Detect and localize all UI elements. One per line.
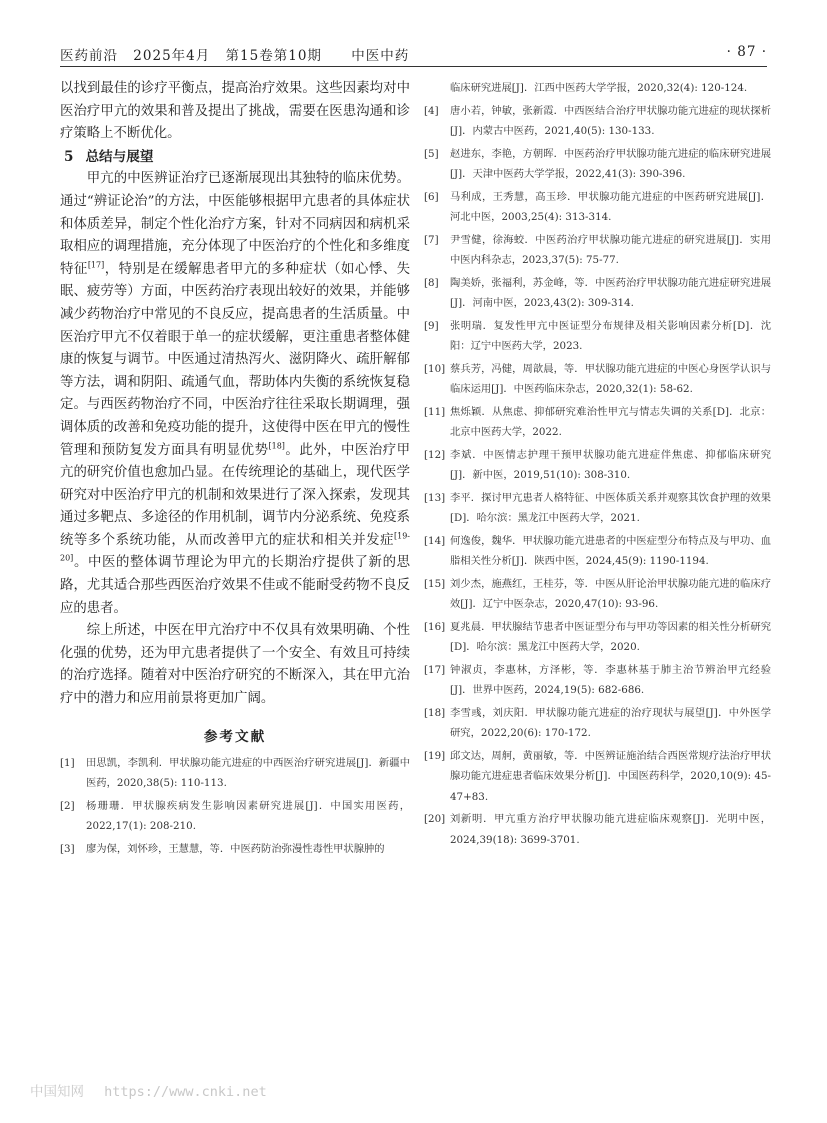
reference-text: 赵进东，李艳，方朝晖．中医药治疗甲状腺功能亢进症的临床研究进展[J]．天津中医药大学学报，2022,41(3): 390-396. [450, 147, 771, 180]
section-title: 总结与展望 [85, 148, 154, 165]
reference-index: [9] [424, 319, 439, 332]
reference-text: 李斌．中医情志护理干预甲状腺功能亢进症伴焦虑、抑郁临床研究[J]．新中医，2019,51(10): 308-310. [450, 448, 771, 481]
citation: [18] [268, 441, 285, 451]
reference-item [424, 273, 771, 314]
citation: [17] [87, 260, 105, 270]
watermark-footer [30, 1080, 279, 1100]
reference-index: [4] [424, 104, 439, 117]
reference-index: [3] [60, 842, 75, 855]
summary-text-b: ，特别是在缓解患者甲亢的多种症状（如心悸、失眠、疲劳等）方面，中医药治疗表现出较好的效果，并能够减少药物治疗中常见的不良反应，提高患者的生活质量。中医治疗甲亢不仅着眼于单一的症状缓解，更注重患者整体健康的恢复与调节。中医通过清热泻火、滋阴降火、疏肝解郁等方法，调和阴阳、疏通气血，帮助体内失衡的系统恢复稳定。与西医药物治疗不同，中医治疗往往采取长期调理，强调体质的改善和免疫功能的提升，这使得中医在甲亢的慢性管理和预防复发方面具有明显优势 [60, 261, 411, 458]
reference-text: 邱文达，周舸，黄丽敏，等．中医辨证施治结合西医常规疗法治疗甲状腺功能亢进症患者临床效果分析[J]．中国医药科学，2020,10(9): 45-47+83. [450, 749, 771, 803]
reference-text: 李雪彧，刘庆阳．甲状腺功能亢进症的治疗现状与展望[J]．中外医学研究，2022,20(6): 170-172. [450, 706, 771, 739]
running-header [60, 44, 767, 67]
summary-text-a: 甲亢的中医辨证治疗已逐渐展现出其独特的临床优势。通过“辨证论治”的方法，中医能够根据甲亢患者的具体症状和体质差异，制定个性化治疗方案，针对不同病因和病机采取相应的调理措施，充分体现了中医治疗的个性化和多维度特征 [60, 171, 410, 277]
reference-text: 唐小若，钟敏，张新霞．中西医结合治疗甲状腺功能亢进症的现状探析[J]．内蒙古中医药，2021,40(5): 130-133. [450, 104, 771, 137]
reference-index: [20] [424, 813, 446, 825]
citation: [19-20] [60, 531, 410, 563]
reference-item [424, 809, 771, 850]
reference-index: [15] [424, 577, 446, 590]
reference-text: 廖为保，刘怀珍，王慧慧，等．中医药防治弥漫性毒性甲状腺肿的 [86, 842, 385, 855]
reference-text: 蔡兵芳，冯健，周歆晨，等．甲状腺功能亢进症的中医心身医学认识与临床运用[J]．中医药临床杂志，2020,32(1): 58-62. [450, 362, 771, 395]
reference-text: 张明瑞．复发性甲亢中医证型分布规律及相关影响因素分析[D]．沈阳：辽宁中医药大学，2023. [450, 319, 771, 352]
reference-item [424, 402, 771, 443]
reference-text: 杨珊珊．甲状腺疾病发生影响因素研究进展[J]．中国实用医药，2022,17(1): 208-210. [86, 799, 410, 833]
volume-issue: 第15卷第10期 [225, 48, 322, 64]
reference-text: 夏兆晨．甲状腺结节患者中医证型分布与甲功等因素的相关性分析研究[D]．哈尔滨：黑龙江中医药大学，2020. [450, 620, 771, 653]
left-column [60, 78, 410, 861]
right-column [424, 78, 771, 852]
conclusion-paragraph: 综上所述，中医在甲亢治疗中不仅具有效果明确、个性化强的优势，还为甲亢患者提供了一个安全、有效且可持续的治疗选择。随着对中医治疗研究的不断深入，其在甲亢治疗中的潜力和应用前景将更加广阔。 [60, 623, 410, 707]
summary-text-c: 。此外，中医治疗甲亢的研究价值也愈加凸显。在传统理论的基础上，现代医学研究对中医治疗甲亢的机制和效果进行了深入探索，发现其通过多靶点、多途径的作用机制，调节内分泌系统、免疫系统等多个系统功能，从而改善甲亢的症状和相关并发症 [60, 442, 411, 548]
reference-item [424, 230, 771, 271]
reference-item [424, 445, 771, 486]
reference-text: 刘新明．甲亢重方治疗甲状腺功能亢进症临床观察[J]．光明中医，2024,39(18): 3699-3701. [450, 813, 771, 846]
reference-item [424, 531, 771, 572]
reference-text: 李平．探讨甲亢患者人格特征、中医体质关系并观察其饮食护理的效果[D]．哈尔滨：黑龙江中医药大学，2021. [450, 491, 771, 524]
reference-index: [7] [424, 233, 439, 246]
reference-item [424, 617, 771, 658]
reference-item [424, 488, 771, 529]
references-right [424, 101, 771, 851]
reference-index: [18] [424, 706, 446, 719]
page-number: · 87 · [726, 44, 767, 60]
reference-item [424, 144, 771, 185]
reference-item [424, 746, 771, 808]
summary-paragraph [60, 168, 410, 620]
references-left [60, 753, 410, 860]
section-heading [60, 146, 410, 169]
header-left [60, 44, 419, 64]
issue-date: 2025年4月 [133, 48, 211, 64]
reference-item [424, 660, 771, 701]
reference-index: [19] [424, 749, 446, 762]
reference-item [60, 796, 410, 837]
reference-item [424, 703, 771, 744]
reference-text: 焦烁颖．从焦虑、抑郁研究难治性甲亢与情志失调的关系[D]．北京：北京中医药大学，2022. [450, 405, 771, 438]
reference-index: [11] [424, 405, 446, 418]
reference-index: [2] [60, 799, 75, 812]
reference-text: 钟淑贞，李惠林，方泽彬，等．李惠林基于肺主治节辨治甲亢经验[J]．世界中医药，2024,19(5): 682-686. [450, 663, 771, 696]
reference-index: [12] [424, 448, 446, 461]
reference-index: [8] [424, 276, 439, 289]
reference-text: 何逸俊，魏华．甲状腺功能亢进患者的中医症型分布特点及与甲功、血脂相关性分析[J]．陕西中医，2024,45(9): 1190-1194. [450, 534, 771, 567]
journal-name: 医药前沿 [60, 48, 118, 64]
reference-text: 尹雪健，徐海蛟．中医药治疗甲状腺功能亢进症的研究进展[J]．实用中医内科杂志，2023,37(5): 75-77. [450, 233, 771, 266]
reference-item [60, 753, 410, 794]
reference-index: [5] [424, 147, 439, 160]
reference-item [60, 839, 410, 860]
reference-continuation: 临床研究进展[J]．江西中医药大学学报，2020,32(4): 120-124. [450, 82, 748, 94]
summary-text-d: 。中医的整体调节理论为甲亢的长期治疗提供了新的思路，尤其适合那些西医治疗效果不佳或不能耐受药物不良反应的患者。 [60, 555, 410, 616]
category: 中医中药 [351, 48, 410, 64]
reference-item [424, 101, 771, 142]
reference-item [424, 187, 771, 228]
reference-item [424, 574, 771, 615]
reference-item [424, 316, 771, 357]
references-heading: 参考文献 [203, 728, 267, 745]
reference-text: 陶美娇，张福利，苏金峰，等．中医药治疗甲状腺功能亢进症研究进展[J]．河南中医，2023,43(2): 309-314. [450, 276, 771, 309]
watermark-url[interactable]: https://www.cnki.net [104, 1084, 267, 1100]
reference-text: 刘少杰，施燕红，王桂芬，等．中医从肝论治甲状腺功能亢进的临床疗效[J]．辽宁中医杂志，2020,47(10): 93-96. [450, 577, 771, 610]
reference-index: [13] [424, 491, 446, 504]
reference-text: 马利成，王秀慧，高玉珍．甲状腺功能亢进症的中医药研究进展[J]．河北中医，2003,25(4): 313-314. [450, 190, 771, 223]
reference-text: 田思凯，李凯利．甲状腺功能亢进症的中西医治疗研究进展[J]．新疆中医药，2020,38(5): 110-113. [86, 756, 410, 790]
reference-index: [16] [424, 620, 446, 633]
reference-index: [10] [424, 362, 446, 375]
reference-item [424, 359, 771, 400]
reference-index: [1] [60, 756, 75, 769]
section-number: 5 [64, 148, 74, 165]
reference-index: [14] [424, 534, 446, 547]
reference-index: [17] [424, 663, 446, 676]
reference-index: [6] [424, 190, 439, 203]
intro-paragraph: 以找到最佳的诊疗平衡点，提高治疗效果。这些因素均对中医治疗甲亢的效果和普及提出了挑战，需要在医患沟通和诊疗策略上不断优化。 [60, 81, 410, 142]
watermark-site: 中国知网 [30, 1084, 84, 1100]
